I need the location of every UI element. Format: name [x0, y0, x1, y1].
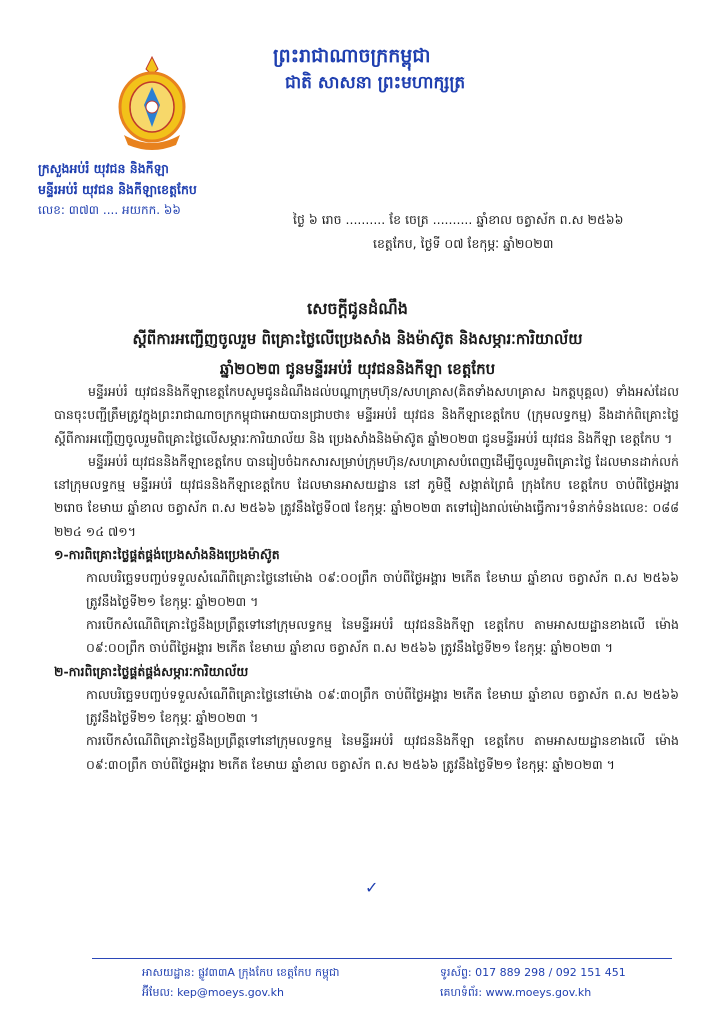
- lunar-date: ថ្ងៃ ៦ រោច .......... ខែ ចេត្រ .......... ឆ្នាំខាល ចត្វាស័ក ព.ស ២៥៦៦: [293, 212, 624, 227]
- section-1-heading: ១-ការពិគ្រោះថ្លៃផ្គត់ផ្គង់ប្រេងសាំងនិងប្រេងម៉ាស៊ូត: [54, 547, 280, 563]
- section-1-deadline: កាលបរិច្ឆេទបញ្ចប់ទទួលសំណើពិគ្រោះថ្លៃនៅម៉ោង ០៩:០០ព្រឹក ចាប់ពីថ្ងៃអង្គារ ២កើត ខែមាឃ ឆ្នាំខាល ចត្វាស័ក ព.ស ២៥៦៦ ត្រូវនឹងថ្ងៃទី២១ ខែកុម្ភៈ ឆ្នាំ២០២៣ ។: [86, 570, 679, 609]
- footer-divider: [92, 958, 672, 959]
- subject-line-2: ឆ្នាំ២០២៣ ជូនមន្ទីរអប់រំ យុវជននិងកីឡា ខេត្តកែប: [219, 360, 496, 378]
- paragraph-documents: មន្ទីរអប់រំ យុវជននិងកីឡាខេត្តកែប បានរៀបចំឯកសារសម្រាប់ក្រុមហ៊ុន/សហគ្រាសបំពេញដើម្បីចូលរួមពិគ្រោះថ្លៃ ដែលមានដាក់លក់នៅក្រុមលទ្ធកម្ម មន្ទីរអប់រំ យុវជននិងកីឡាខេត្តកែប ដែលមានអាសយដ្ឋាន នៅ ភូមិថ្មី សង្កាត់ព្រៃធំ ក្រុងកែប ខេត្តកែប ចាប់ពីថ្ងៃអង្គារ ២រោច ខែមាឃ ឆ្នាំខាល ចត្វាស័ក ព.ស ២៥៦៦ ត្រូវនឹងថ្ងៃទី០៧ ខែកុម្ភៈ ឆ្នាំ២០២៣ តទៅរៀងរាល់ម៉ោងធ្វើការ។ទំនាក់ទំនងលេខ: ០៨៨ ២២៤ ១៤ ៧១។: [54, 453, 679, 539]
- reference-number: លេខ: ៣៧៣ .... អយកក. ៦៦: [38, 203, 181, 217]
- footer-phone: ទូរស័ព្ទ: 017 889 298 / 092 151 451: [440, 966, 626, 979]
- subject-title: [0, 324, 715, 384]
- ministry-emblem-icon: [112, 55, 192, 153]
- section-2-opening: ការបើកសំណើពិគ្រោះថ្លៃនឹងប្រព្រឹត្តទៅនៅក្រុមលទ្ធកម្ម នៃមន្ទីរអប់រំ យុវជននិងកីឡា ខេត្តកែប តាមអាសយដ្ឋានខាងលើ ម៉ោង ០៩:៣០ព្រឹក ចាប់ពីថ្ងៃអង្គារ ២កើត ខែមាឃ ឆ្នាំខាល ចត្វាស័ក ព.ស ២៥៦៦ ត្រូវនឹងថ្ងៃទី២១ ខែកុម្ភៈ ឆ្នាំ២០២៣ ។: [86, 733, 679, 772]
- ministry-block: [38, 158, 197, 200]
- national-motto: ជាតិ សាសនា ព្រះមហាក្សត្រ: [285, 73, 466, 93]
- footer-address: អាសយដ្ឋាន: ផ្លូវ៣៣A ក្រុងកែប ខេត្តកែប កម្ពុជា: [142, 966, 340, 979]
- footer-website[interactable]: គេហទំព័រ: www.moeys.gov.kh: [440, 986, 592, 999]
- kingdom-heading: ព្រះរាជាណាចក្រកម្ពុជា: [273, 45, 431, 67]
- handwritten-check-mark: ✓: [365, 878, 379, 897]
- document-type-title: សេចក្តីជូនដំណឹង: [307, 299, 408, 318]
- section-1-opening: ការបើកសំណើពិគ្រោះថ្លៃនឹងប្រព្រឹត្តទៅនៅក្រុមលទ្ធកម្ម នៃមន្ទីរអប់រំ យុវជននិងកីឡា ខេត្តកែប តាមអាសយដ្ឋានខាងលើ ម៉ោង ០៩:០០ព្រឹក ចាប់ពីថ្ងៃអង្គារ ២កើត ខែមាឃ ឆ្នាំខាល ចត្វាស័ក ព.ស ២៥៦៦ ត្រូវនឹងថ្ងៃទី២១ ខែកុម្ភៈ ឆ្នាំ២០២៣ ។: [86, 616, 679, 656]
- section-2-deadline: កាលបរិច្ឆេទបញ្ចប់ទទួលសំណើពិគ្រោះថ្លៃនៅម៉ោង ០៩:៣០ព្រឹក ចាប់ពីថ្ងៃអង្គារ ២កើត ខែមាឃ ឆ្នាំខាល ចត្វាស័ក ព.ស ២៥៦៦ ត្រូវនឹងថ្ងៃទី២១ ខែកុម្ភៈ ឆ្នាំ២០២៣ ។: [86, 686, 679, 726]
- notice-body: [54, 380, 679, 776]
- footer-email[interactable]: អ៊ីមែល: kep@moeys.gov.kh: [142, 986, 285, 999]
- paragraph-intro: មន្ទីរអប់រំ យុវជននិងកីឡាខេត្តកែបសូមជូនដំណឹងដល់បណ្តាក្រុមហ៊ុន/សហគ្រាស(គិតទាំងសហគ្រាស ឯកត្តបុគ្គល) ទាំងអស់ដែលបានចុះបញ្ជីត្រឹមត្រូវក្នុងព្រះរាជាណាចក្រកម្ពុជាអោយបានជ្រាបថា៖ មន្ទីរអប់រំ យុវជន និងកីឡាខេត្តកែប (ក្រុមលទ្ធកម្ម) នឹងដាក់ពិគ្រោះថ្លៃ ស្តីពីការអញ្ជើញចូលរួមពិគ្រោះថ្លៃលើសម្ភារៈការិយាល័យ និង ប្រេងសាំងនិងម៉ាស៊ូត ឆ្នាំ២០២៣ ជូនមន្ទីរអប់រំ យុវជន និងកីឡា ខេត្តកែប ។: [54, 384, 679, 446]
- department-name: មន្ទីរអប់រំ យុវជន និងកីឡាខេត្តកែប: [38, 182, 197, 197]
- subject-line-1: ស្តីពីការអញ្ជើញចូលរួម ពិគ្រោះថ្លៃលើប្រេងសាំង និងម៉ាស៊ូត និងសម្ភារៈការិយាល័យ: [132, 330, 583, 348]
- solar-date: ខេត្តកែប, ថ្ងៃទី ០៧ ខែកុម្ភៈ ឆ្នាំ២០២៣: [373, 236, 554, 251]
- ministry-name: ក្រសួងអប់រំ យុវជន និងកីឡា: [38, 161, 169, 176]
- section-2-heading: ២-ការពិគ្រោះថ្លៃផ្គត់ផ្គង់សម្ភារៈការិយាល័យ: [54, 663, 249, 679]
